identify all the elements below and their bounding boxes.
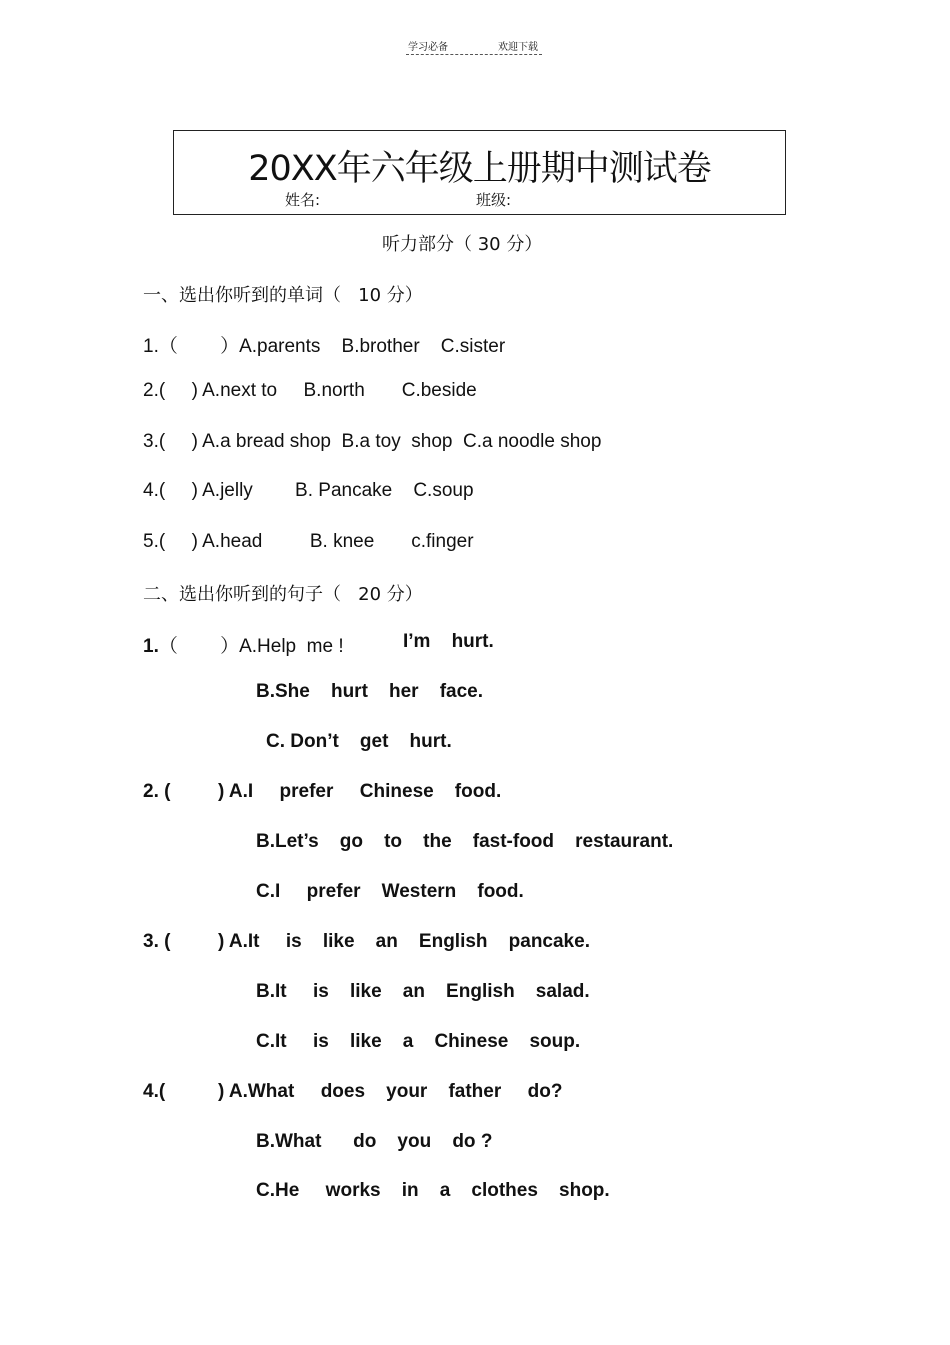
part1-question-5: 5.( ) A.head B. knee c.finger [143, 531, 474, 552]
name-label: 姓名: [285, 191, 321, 209]
part2-q3-option-b: B.It is like an English salad. [256, 981, 590, 1002]
class-label: 班级: [476, 191, 512, 209]
page-title: 20XX年六年级上册期中测试卷 [248, 149, 711, 189]
part2-q1-option-a-bold: I’m hurt. [403, 631, 494, 652]
part2-q2-option-b: B.Let’s go to the fast-food restaurant. [256, 831, 674, 852]
part1-question-2: 2.( ) A.next to B.north C.beside [143, 380, 477, 401]
section-heading: 听力部分（ 30 分） [382, 234, 543, 255]
part1-question-3: 3.( ) A.a bread shop B.a toy shop C.a noodle shop [143, 431, 602, 452]
part2-q1-option-c: C. Don’t get hurt. [266, 731, 452, 752]
part2-q1-option-b: B.She hurt her face. [256, 681, 483, 702]
part2-q3-option-a: 3. ( ) A.It is like an English pancake. [143, 931, 590, 952]
header-divider [406, 54, 542, 55]
title-box [173, 130, 786, 215]
part2-q1-option-a: （ ）A.Help me ! [158, 636, 344, 657]
part2-q2-option-a: 2. ( ) A.I prefer Chinese food. [143, 781, 502, 802]
part1-question-1: 1.（ ）A.parents B.brother C.sister [143, 336, 506, 357]
part2-q4-option-c: C.He works in a clothes shop. [256, 1180, 610, 1201]
part2-q3-option-c: C.It is like a Chinese soup. [256, 1031, 581, 1052]
part1-question-4: 4.( ) A.jelly B. Pancake C.soup [143, 480, 474, 501]
part2-q4-option-b: B.What do you do ? [256, 1131, 493, 1152]
part2-q1-number: 1. [143, 636, 159, 657]
part2-q2-option-c: C.I prefer Western food. [256, 881, 524, 902]
part1-heading: 一、选出你听到的单词（ 10 分） [143, 285, 423, 306]
header-left-text: 学习必备 [408, 42, 448, 53]
part2-q4-option-a: 4.( ) A.What does your father do? [143, 1081, 563, 1102]
part2-heading: 二、选出你听到的句子（ 20 分） [143, 584, 423, 605]
part2-question-1 [143, 631, 344, 658]
header-right-text: 欢迎下载 [498, 42, 538, 53]
